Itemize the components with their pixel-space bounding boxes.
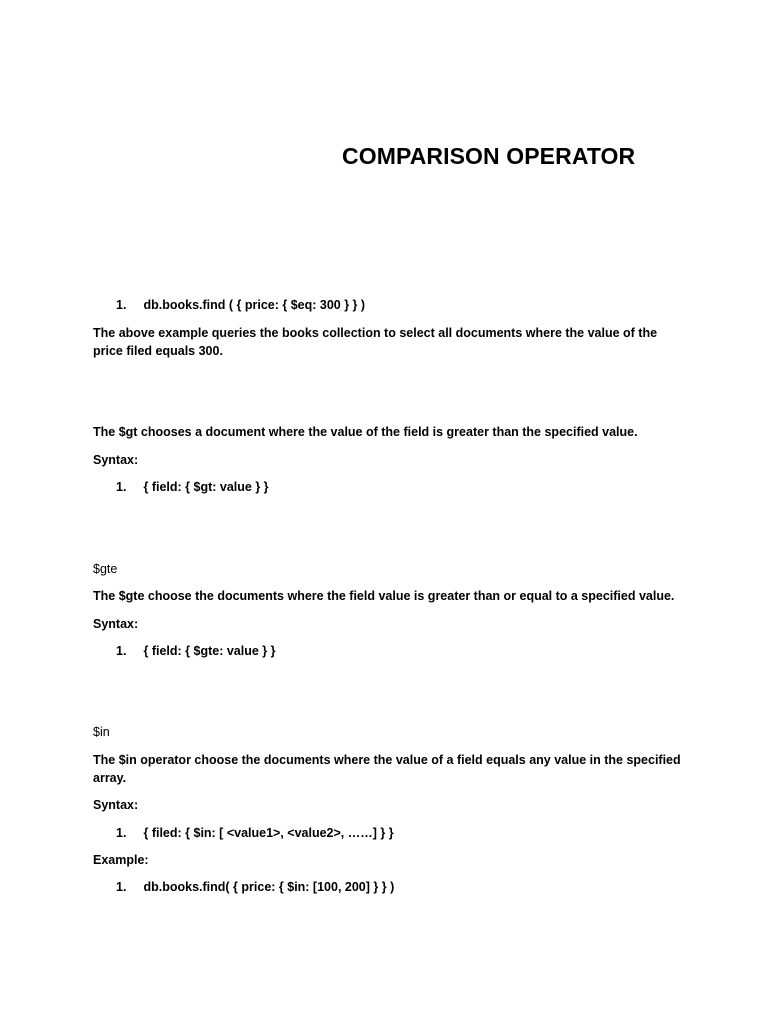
gte-description: The $gte choose the documents where the field value is greater than or equal to a specified value.: [93, 589, 675, 603]
in-example-item: [116, 878, 394, 896]
eq-example-code: db.books.find ( { price: { $eq: 300 } } ): [143, 298, 366, 312]
list-number: 1.: [116, 480, 127, 494]
gt-syntax-label: Syntax:: [93, 453, 139, 467]
list-number: 1.: [116, 880, 127, 894]
gt-syntax-item: [116, 478, 269, 496]
in-example-label: Example:: [93, 853, 149, 867]
gt-syntax-code: { field: { $gt: value } }: [143, 480, 269, 494]
in-syntax-item: [116, 824, 394, 842]
list-number: 1.: [116, 644, 127, 658]
page-title: COMPARISON OPERATOR: [342, 143, 636, 169]
eq-description: The above example queries the books collection to select all documents where the value of the price filed equals 300.: [93, 326, 658, 358]
in-example-code: db.books.find( { price: { $in: [100, 200] } } ): [143, 880, 395, 894]
eq-example-item: [116, 296, 365, 314]
gte-syntax-item: [116, 642, 275, 660]
gt-description: The $gt chooses a document where the value of the field is greater than the specified value.: [93, 425, 638, 439]
in-syntax-label: Syntax:: [93, 798, 139, 812]
gte-heading: $gte: [93, 562, 118, 576]
in-syntax-code: { filed: { $in: [ <value1>, <value2>, ……] } }: [143, 826, 394, 840]
list-number: 1.: [116, 298, 127, 312]
in-description: The $in operator choose the documents where the value of a field equals any value in the specified array.: [93, 753, 681, 785]
list-number: 1.: [116, 826, 127, 840]
in-heading: $in: [93, 725, 110, 739]
gte-syntax-label: Syntax:: [93, 617, 139, 631]
gte-syntax-code: { field: { $gte: value } }: [143, 644, 276, 658]
